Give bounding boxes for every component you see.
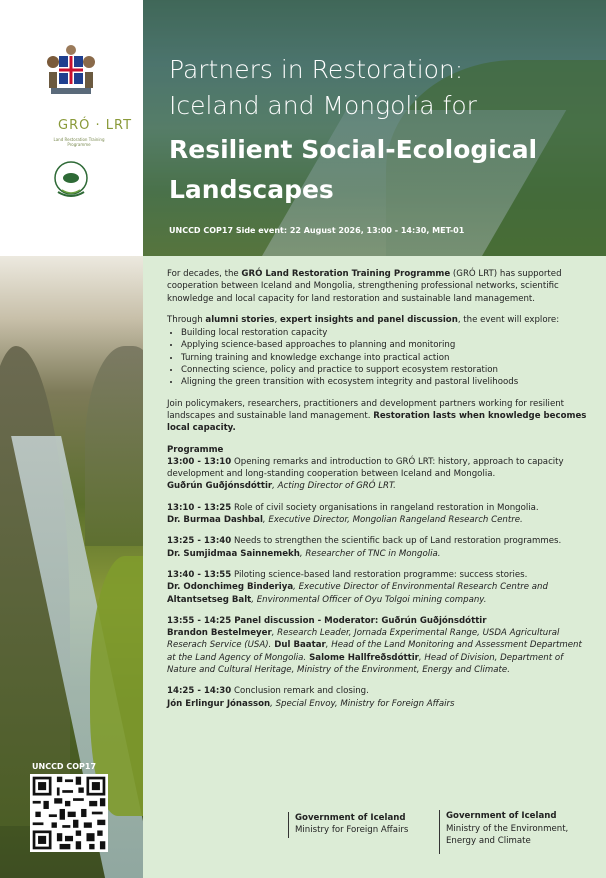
speaker-role: , Environmental Officer of Oyu Tolgoi mining company. (251, 594, 487, 605)
intro-programme-name: GRÓ Land Restoration Training Programme (241, 269, 451, 279)
event-details: UNCCD COP17 Side event: 22 August 2026, 13:00 - 14:30, MET-01 (169, 226, 465, 235)
speaker-role: , Head of the Land Monitoring and Assessment Department at the Land Agency of Mongolia. (167, 640, 582, 663)
speaker-role: , Executive Director of Environmental Research Centre and (293, 582, 548, 593)
list-item: • Aligning the green transition with ecosystem integrity and pastoral livelihoods (181, 376, 587, 388)
speaker-name: Jón Erlingur Jónasson (167, 698, 271, 709)
explore-text: , the event will explore: (457, 314, 560, 325)
speaker-role: , Special Envoy, Ministry for Foreign Affairs (270, 698, 455, 709)
speaker-name: Brandon Bestelmeyer (167, 628, 272, 639)
gro-lrt-logo: GRÓ · LRT (58, 118, 133, 133)
gov-foreign-affairs-logo (288, 812, 408, 838)
ministry-name: Ministry of the Environment, (446, 823, 569, 834)
programme-text: Role of civil society organisations in rangeland restoration in Mongolia. (231, 502, 539, 513)
explore-text: Through (167, 314, 206, 325)
speaker-role: , Research Leader, Jornada Experimental Range, USDA Agricultural Reserach Service (USA). (167, 628, 560, 651)
speaker-name: Guðrún Guðjónsdóttir (167, 481, 273, 492)
programme-heading: Programme (167, 444, 224, 455)
ministry-name: Ministry for Foreign Affairs (295, 825, 409, 835)
speaker-role: , Acting Director of GRÓ LRT. (272, 481, 396, 492)
programme-time: 13:55 - 14:25 (167, 615, 232, 626)
list-item: • Turning training and knowledge exchange into practical action (181, 352, 587, 364)
list-item: • Applying science-based approaches to planning and monitoring (181, 339, 587, 351)
programme-item (167, 502, 587, 527)
speaker-role: , Head of Division, Department of Nature and Cultural Heritage, Ministry of the Environment, Energy and Climate. (167, 652, 564, 676)
programme-time: 13:00 - 13:10 (167, 456, 232, 467)
programme-text: Conclusion remark and closing. (231, 686, 369, 697)
join-highlight: Restoration lasts when knowledge becomes local capacity. (167, 410, 587, 434)
programme-time: 14:25 - 14:30 (167, 686, 232, 697)
title-line-2: Iceland and Mongolia for (169, 91, 477, 120)
explore-text: , (274, 314, 280, 325)
programme-text: Opening remarks and introduction to GRÓ LRT: history, approach to capacity development and long-standing cooperation between Iceland and Mongolia. (167, 456, 564, 480)
programme-item (167, 535, 587, 560)
title-bold (169, 130, 589, 210)
programme-item (167, 456, 587, 493)
gov-environment-logo (439, 810, 596, 854)
programme-time: 13:25 - 13:40 (167, 536, 232, 547)
join-paragraph (167, 398, 587, 435)
explore-highlight: expert insights and panel discussion (280, 314, 458, 325)
intro-text: For decades, the (167, 269, 242, 279)
intro-paragraph (167, 268, 587, 305)
panel-heading: Panel discussion - Moderator: Guðrún Guðjónsdóttir (231, 615, 487, 626)
title-bold-line-2: Landscapes (169, 175, 334, 204)
explore-paragraph (167, 314, 587, 326)
list-item: • Building local restoration capacity (181, 327, 587, 339)
speaker-name: Altantsetseg Balt (167, 594, 252, 605)
iceland-coat-of-arms-icon (45, 42, 97, 98)
programme-item (167, 569, 587, 606)
photo-cliff-right (85, 346, 143, 546)
speaker-role: , Executive Director, Mongolian Rangeland Research Centre. (262, 515, 523, 526)
programme-time: 13:40 - 13:55 (167, 569, 232, 580)
speaker-name: Dr. Sumjidmaa Sainnemekh (167, 548, 300, 559)
footer-logos (285, 812, 595, 860)
gro-lrt-subtitle: Land Restoration Training Programme (53, 137, 105, 147)
title-bold-line-1: Resilient Social-Ecological (169, 135, 538, 164)
main-content (167, 268, 587, 719)
join-text: Join policymakers, researchers, practitioners and development partners working for resilient landscapes and sustainable land management. (167, 398, 565, 421)
programme-text: Piloting science-based land restoration programme: success stories. (231, 569, 528, 580)
programme-item (167, 615, 587, 676)
title-line-1: Partners in Restoration: (169, 55, 464, 84)
ministry-name: Energy and Climate (446, 836, 531, 846)
programme-section (167, 444, 587, 710)
speaker-name: Salome Hallfreðsdóttir (306, 652, 419, 663)
header-banner (143, 0, 606, 256)
title-light (169, 52, 589, 124)
gov-title: Government of Iceland (295, 813, 406, 823)
gov-title: Government of Iceland (446, 811, 557, 821)
speaker-name: Dr. Burmaa Dashbal (167, 515, 263, 526)
header-photo-overlay (143, 0, 606, 256)
list-item: • Connecting science, policy and practice to support ecosystem restoration (181, 364, 587, 376)
qr-label: UNCCD COP17 (32, 762, 97, 771)
intro-text: (GRÓ LRT) has supported cooperation between Iceland and Mongolia, strengthening professional networks, scientific knowledge and local capacity for land restoration and sustainable land management. (167, 269, 562, 304)
speaker-role: , Researcher of TNC in Mongolia. (299, 548, 441, 559)
speaker-name: Dul Baatar (271, 640, 326, 651)
programme-time: 13:10 - 13:25 (167, 502, 232, 513)
programme-item (167, 685, 587, 710)
qr-code[interactable] (30, 774, 108, 852)
explore-highlight: alumni stories (205, 314, 275, 325)
topics-list (167, 327, 587, 388)
programme-text: Needs to strengthen the scientific back up of Land restoration programmes. (231, 536, 562, 547)
speaker-name: Dr. Odonchimeg Binderiya (167, 582, 294, 593)
logo-column (0, 0, 143, 256)
qr-code-icon (30, 774, 108, 852)
rangeland-green-gold-icon (50, 160, 92, 200)
